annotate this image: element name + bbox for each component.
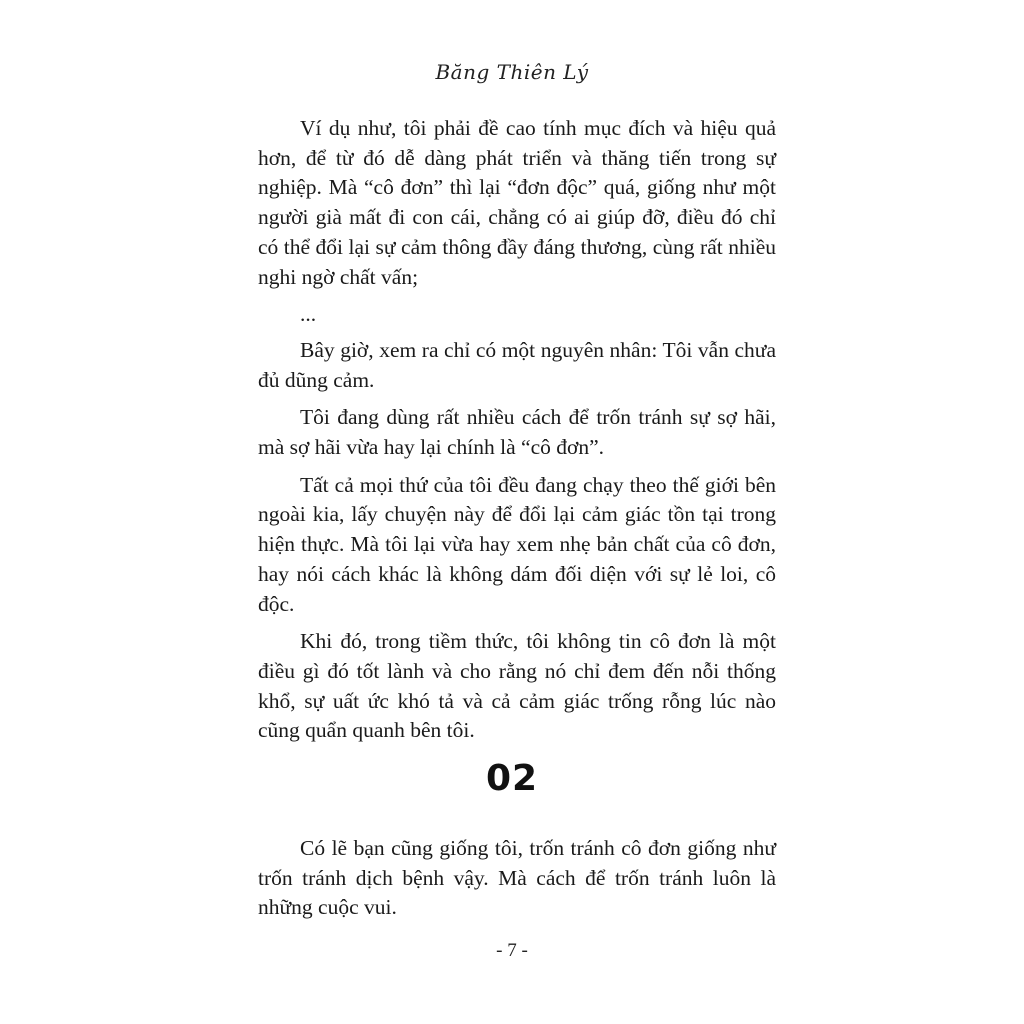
paragraph-ellipsis: ... [300, 302, 317, 327]
chapter-number: 02 [485, 758, 539, 799]
running-head-author: Băng Thiên Lý [435, 60, 589, 84]
paragraph: Khi đó, trong tiềm thức, tôi không tin cô đơn là một điều gì đó tốt lành và cho rằng nó chỉ đem đến nỗi thống khổ, sự uất ức khó tả và cả cảm giác trống rỗng lúc nào cũng quẩn quanh bên tôi. [258, 629, 776, 743]
paragraph: Bây giờ, xem ra chỉ có một nguyên nhân: Tôi vẫn chưa đủ dũng cảm. [258, 337, 776, 392]
paragraph: Ví dụ như, tôi phải đề cao tính mục đích và hiệu quả hơn, để từ đó dễ dàng phát triển và thăng tiến trong sự nghiệp. Mà “cô đơn” thì lại “đơn độc” quá, giống như một người già mất đi con cái, chẳng có ai giúp đỡ, điều đó chỉ có thể đổi lại sự cảm thông đầy đáng thương, cùng rất nhiều nghi ngờ chất vấn; [258, 116, 776, 289]
paragraph: Tôi đang dùng rất nhiều cách để trốn tránh sự sợ hãi, mà sợ hãi vừa hay lại chính là “cô đơn”. [258, 405, 776, 460]
page-number: - 7 - [496, 940, 528, 961]
body-text-section-2 [258, 834, 776, 923]
paragraph: Có lẽ bạn cũng giống tôi, trốn tránh cô đơn giống như trốn tránh dịch bệnh vậy. Mà cách để trốn tránh luôn là những cuộc vui. [258, 836, 776, 920]
body-text-section-1 [258, 114, 776, 754]
paragraph: Tất cả mọi thứ của tôi đều đang chạy theo thế giới bên ngoài kia, lấy chuyện này để đổi lại cảm giác tồn tại trong hiện thực. Mà tôi lại vừa hay xem nhẹ bản chất của cô đơn, hay nói cách khác là không dám đối diện với sự lẻ loi, cô độc. [258, 472, 776, 616]
